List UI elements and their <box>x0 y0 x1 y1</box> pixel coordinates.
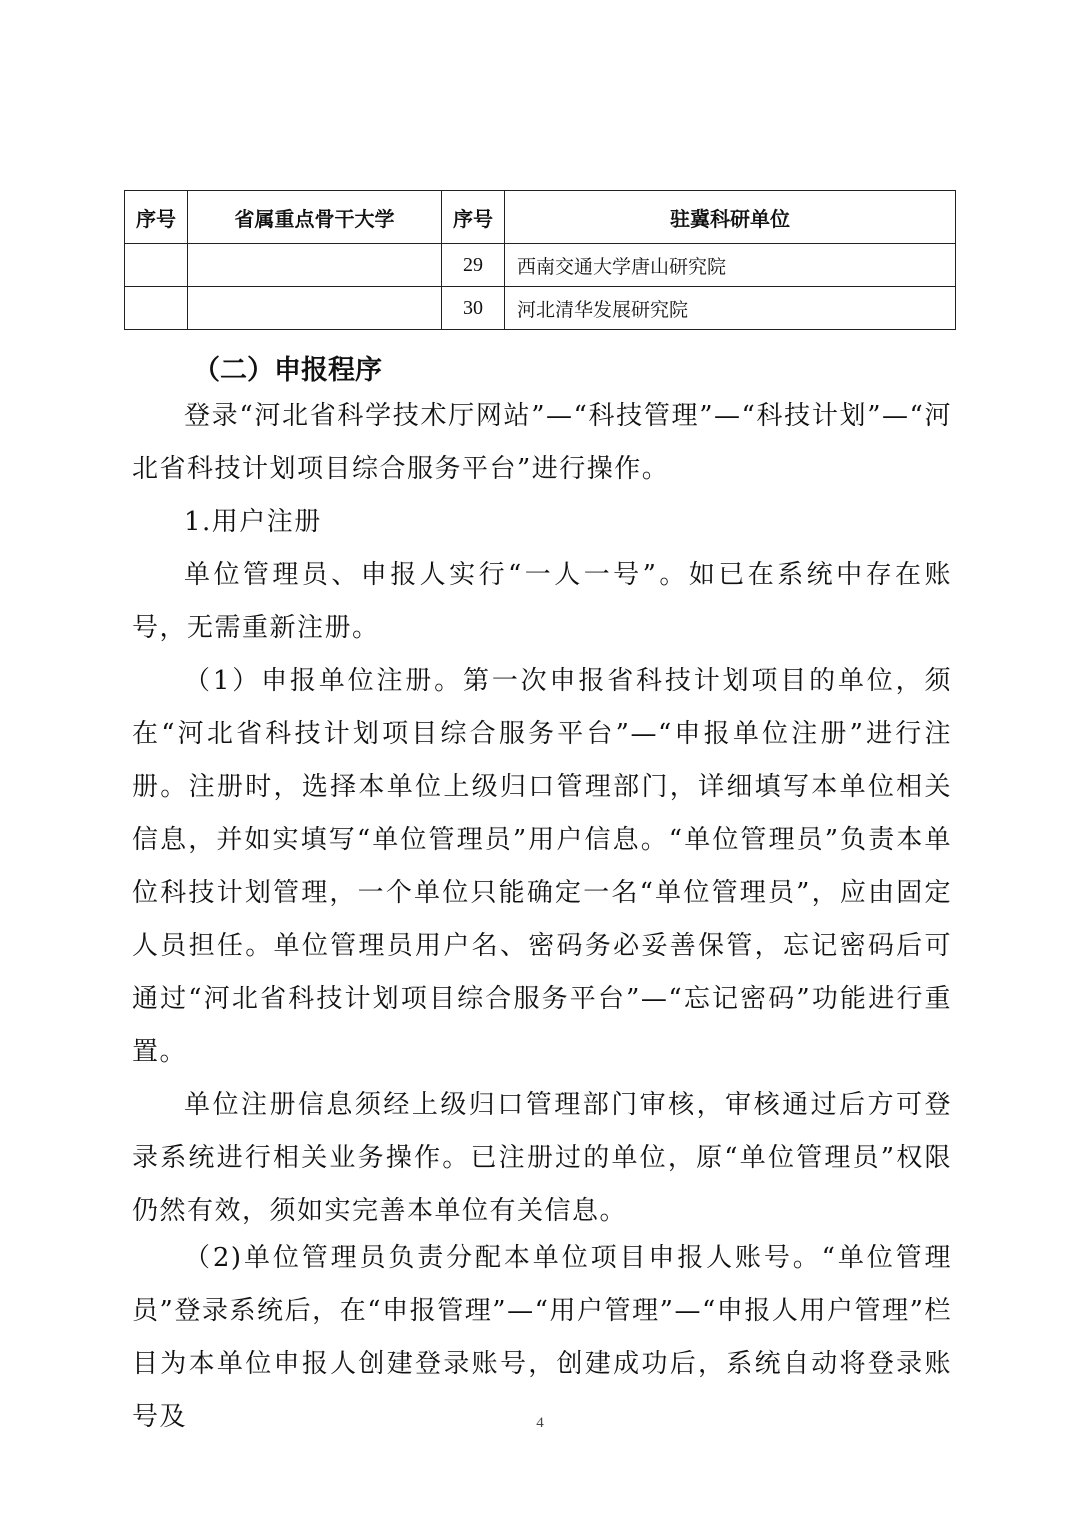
paragraph-applicant-accounts: （2)单位管理员负责分配本单位项目申报人账号。“单位管理员”登录系统后，在“申报管理”—“用户管理”—“申报人用户管理”栏目为本单位申报人创建登录账号，创建成功后，系统自动将登录账号及 <box>132 1243 952 1432</box>
cell-seq-2: 30 <box>442 287 505 330</box>
header-seq-1: 序号 <box>125 191 188 244</box>
cell-seq-1 <box>125 244 188 287</box>
cell-institute: 河北清华发展研究院 <box>505 287 956 330</box>
paragraph-login-path: 登录“河北省科学技术厅网站”—“科技管理”—“科技计划”—“河北省科技计划项目综合服务平台”进行操作。 <box>132 401 952 484</box>
paragraph-unit-registration: （1）申报单位注册。第一次申报省科技计划项目的单位，须在“河北省科技计划项目综合服务平台”—“申报单位注册”进行注册。注册时，选择本单位上级归口管理部门，详细填写本单位相关信息，并如实填写“单位管理员”用户信息。“单位管理员”负责本单位科技计划管理，一个单位只能确定一名“单位管理员”，应由固定人员担任。单位管理员用户名、密码务必妥善保管，忘记密码后可通过“河北省科技计划项目综合服务平台”—“忘记密码”功能进行重置。 <box>132 666 952 1067</box>
section-heading: （二）申报程序 <box>193 355 382 386</box>
header-institute: 驻冀科研单位 <box>505 191 956 244</box>
table-row <box>125 244 956 287</box>
institutions-table <box>124 190 956 330</box>
cell-university <box>188 244 442 287</box>
table-header-row <box>125 191 956 244</box>
paragraph-user-registration-title: 1.用户注册 <box>184 507 322 537</box>
paragraph-one-account: 单位管理员、申报人实行“一人一号”。如已在系统中存在账号，无需重新注册。 <box>132 560 952 643</box>
cell-seq-1 <box>125 287 188 330</box>
header-university: 省属重点骨干大学 <box>188 191 442 244</box>
table-row <box>125 287 956 330</box>
cell-university <box>188 287 442 330</box>
cell-institute: 西南交通大学唐山研究院 <box>505 244 956 287</box>
page-number: 4 <box>536 1415 544 1431</box>
paragraph-registration-review: 单位注册信息须经上级归口管理部门审核，审核通过后方可登录系统进行相关业务操作。已注册过的单位，原“单位管理员”权限仍然有效，须如实完善本单位有关信息。 <box>132 1090 952 1226</box>
header-seq-2: 序号 <box>442 191 505 244</box>
cell-seq-2: 29 <box>442 244 505 287</box>
